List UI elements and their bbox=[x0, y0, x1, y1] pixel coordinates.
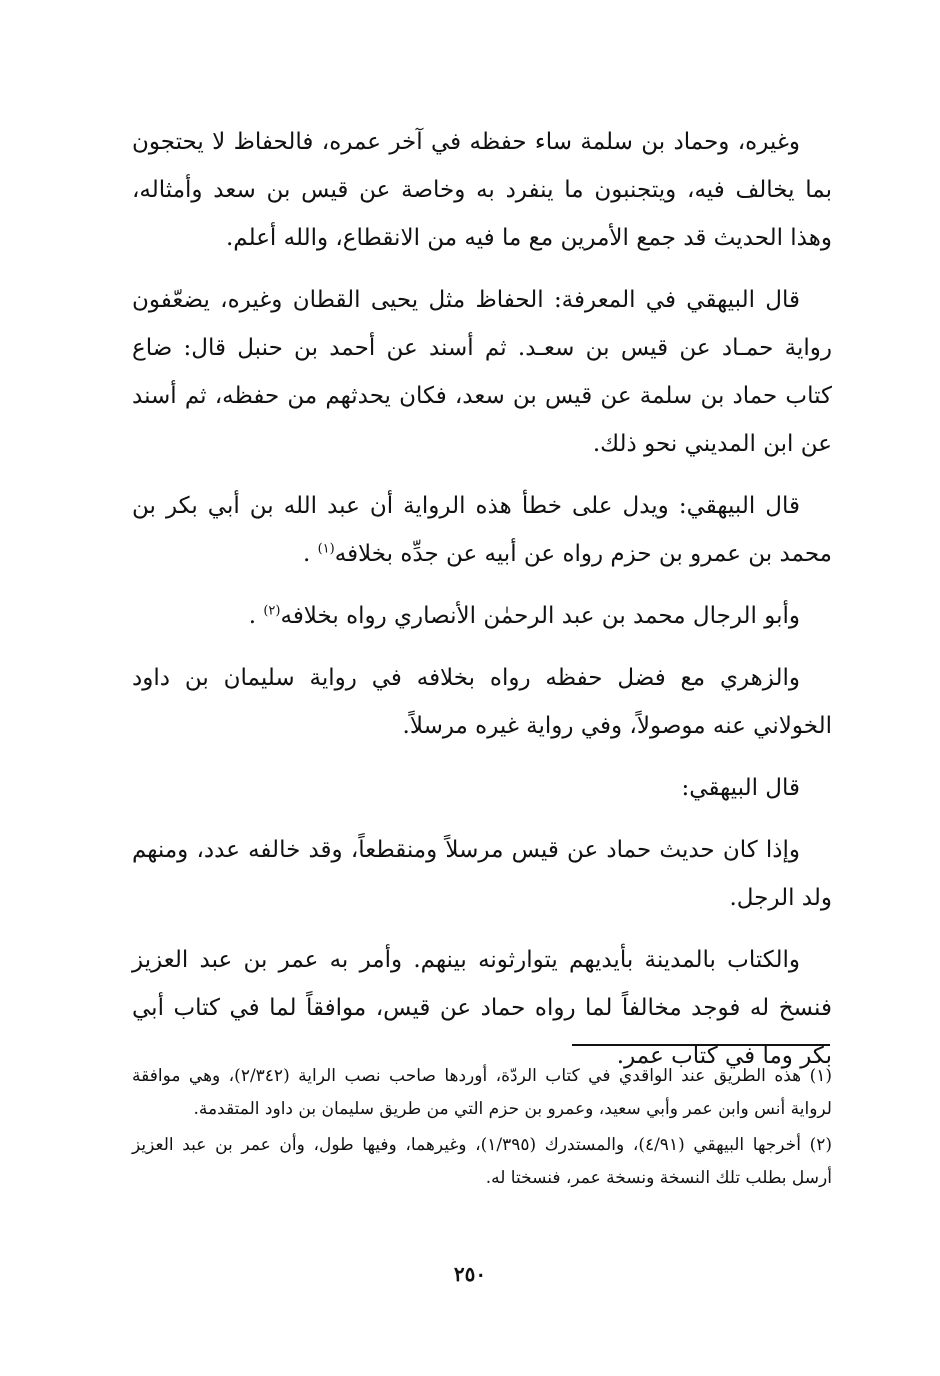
page-number: ٢٥٠ bbox=[453, 1262, 487, 1286]
paragraph-text: والكتاب بالمدينة بأيديهم يتوارثونه بينهم. وأمر به عمر بن عبد العزيز فنسخ له فوجد مخالفاً لما رواه حماد عن قيس، موافقاً لما في كتاب أبي بكر وما في كتاب عمر. bbox=[132, 947, 832, 1069]
footnote-marker: (٢) bbox=[809, 1135, 832, 1155]
paragraph-text: وغيره، وحماد بن سلمة ساء حفظه في آخر عمره، فالحفاظ لا يحتجون بما يخالف فيه، ويتجنبون ما ينفرد به وخاصة عن قيس بن سعد وأمثاله، وهذا الحديث قد جمع الأمرين مع ما فيه من الانقطاع، والله أعلم. bbox=[132, 129, 832, 251]
paragraph-2 bbox=[132, 276, 832, 468]
paragraph-text: وإذا كان حديث حماد عن قيس مرسلاً ومنقطعاً، وقد خالفه عدد، ومنهم ولد الرجل. bbox=[132, 837, 832, 911]
paragraph-text: وأبو الرجال محمد بن عبد الرحمٰن الأنصاري رواه بخلافه bbox=[280, 603, 800, 629]
paragraph-8 bbox=[132, 936, 832, 1080]
paragraph-4 bbox=[132, 592, 832, 640]
main-text bbox=[132, 118, 832, 1094]
footnote-text: أخرجها البيهقي (٤/٩١)، والمستدرك (١/٣٩٥)، وغيرهما، وفيها طول، وأن عمر بن عبد العزيز أرسل بطلب تلك النسخة ونسخة عمر، فنسختا له. bbox=[132, 1135, 832, 1188]
paragraph-text: والزهري مع فضل حفظه رواه بخلافه في رواية سليمان بن داود الخولاني عنه موصولاً، وفي رواية غيره مرسلاً. bbox=[132, 665, 832, 739]
paragraph-text: قال البيهقي: bbox=[681, 775, 800, 801]
footnote-ref-1[interactable]: (١) bbox=[317, 541, 335, 557]
paragraph-5 bbox=[132, 654, 832, 750]
footnote-marker: (١) bbox=[809, 1066, 833, 1086]
paragraph-7 bbox=[132, 826, 832, 922]
paragraph-3 bbox=[132, 482, 832, 578]
footnote-separator bbox=[572, 1044, 830, 1046]
paragraph-text: قال البيهقي: ويدل على خطأ هذه الرواية أن عبد الله بن أبي بكر بن محمد بن عمرو بن حزم رواه عن أبيه عن جدِّه بخلافه bbox=[132, 493, 832, 567]
footnotes bbox=[132, 1060, 832, 1198]
paragraph-end: . bbox=[302, 541, 311, 567]
paragraph-1 bbox=[132, 118, 832, 262]
footnote-2 bbox=[132, 1129, 832, 1195]
paragraph-6 bbox=[132, 764, 832, 812]
paragraph-text: قال البيهقي في المعرفة: الحفاظ مثل يحيى القطان وغيره، يضعّفون رواية حمـاد عن قيس بن سعـد. ثم أسند عن أحمد بن حنبل قال: ضاع كتاب حماد بن سلمة عن قيس بن سعد، فكان يحدثهم من حفظه، ثم أسند عن ابن المديني نحو ذلك. bbox=[132, 287, 832, 457]
paragraph-end: . bbox=[248, 603, 257, 629]
footnote-text: هذه الطريق عند الواقدي في كتاب الردّة، أوردها صاحب نصب الراية (٢/٣٤٢)، وهي موافقة لرواية أنس وابن عمر وأبي سعيد، وعمرو بن حزم التي من طريق سليمان بن داود المتقدمة. bbox=[132, 1066, 832, 1119]
footnote-ref-2[interactable]: (٢) bbox=[263, 603, 281, 619]
footnote-1 bbox=[132, 1060, 832, 1126]
